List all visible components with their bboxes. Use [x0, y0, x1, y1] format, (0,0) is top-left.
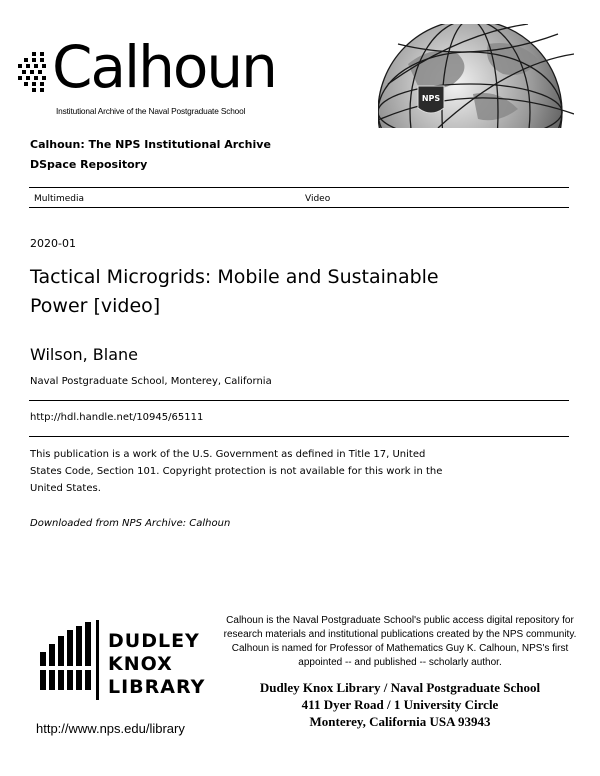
- download-source: Downloaded from NPS Archive: Calhoun: [30, 518, 231, 529]
- divider: [29, 207, 569, 208]
- item-format-label: Video: [305, 194, 331, 204]
- library-address-line: Monterey, California USA 93943: [309, 714, 491, 729]
- logo-wordmark: Calhoun: [52, 33, 276, 101]
- globe-graphic: [378, 24, 574, 128]
- library-divider-bar: [96, 620, 99, 700]
- divider: [29, 436, 569, 437]
- library-name-word: DUDLEY: [108, 630, 200, 652]
- calhoun-logo: [18, 33, 276, 120]
- divider: [29, 187, 569, 188]
- library-pipes-icon: [38, 622, 98, 690]
- description-line: appointed -- and published -- scholarly author.: [298, 657, 502, 668]
- divider: [29, 400, 569, 401]
- library-website-link[interactable]: http://www.nps.edu/library: [36, 721, 185, 736]
- library-address-line: 411 Dyer Road / 1 University Circle: [301, 697, 499, 712]
- rights-line: United States.: [30, 483, 101, 494]
- record-title-line: Tactical Microgrids: Mobile and Sustainable: [30, 266, 439, 288]
- description-line: research materials and institutional publications created by the NPS community.: [223, 629, 577, 640]
- globe-badge-text: NPS: [421, 94, 441, 103]
- archive-name: Calhoun: The NPS Institutional Archive: [30, 138, 271, 151]
- calhoun-description: [204, 614, 596, 670]
- rights-statement: [30, 446, 550, 497]
- item-type-label: Multimedia: [34, 194, 85, 204]
- record-author: Wilson, Blane: [30, 345, 139, 364]
- library-address-line: Dudley Knox Library / Naval Postgraduate School: [259, 680, 541, 695]
- repository-name: DSpace Repository: [30, 158, 148, 171]
- record-affiliation: Naval Postgraduate School, Monterey, California: [30, 376, 272, 387]
- library-name-word: KNOX: [108, 653, 173, 675]
- record-title: [30, 263, 490, 321]
- handle-link[interactable]: http://hdl.handle.net/10945/65111: [30, 412, 204, 423]
- rights-line: This publication is a work of the U.S. Government as defined in Title 17, United: [30, 449, 426, 460]
- logo-subtitle: Institutional Archive of the Naval Postgraduate School: [56, 106, 246, 116]
- rights-line: States Code, Section 101. Copyright protection is not available for this work in the: [30, 466, 443, 477]
- library-name-word: LIBRARY: [108, 676, 206, 698]
- description-line: Calhoun is named for Professor of Mathematics Guy K. Calhoun, NPS's first: [231, 643, 569, 654]
- description-line: Calhoun is the Naval Postgraduate School's public access digital repository for: [226, 615, 574, 626]
- globe-icon: [378, 24, 574, 128]
- record-date: 2020-01: [30, 237, 76, 250]
- record-title-line: Power [video]: [30, 295, 161, 317]
